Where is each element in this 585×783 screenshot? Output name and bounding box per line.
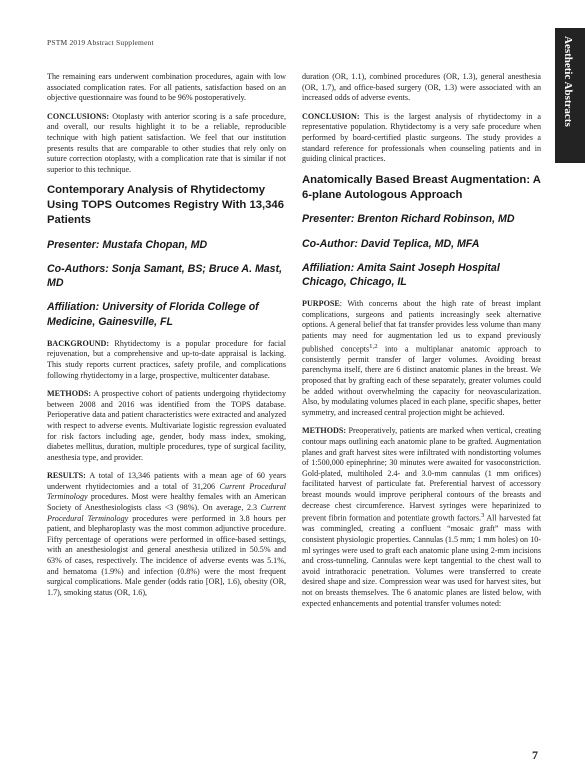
- conclusion-text: This is the largest analysis of rhytidectomy in a representative population. Rhytidectomy is a very safe procedure when performed by board-certified plastic surgeons. The study provides a standard reference for professionals when counseling patients and in guiding clinical practices.: [302, 111, 541, 164]
- conclusions-label: CONCLUSIONS:: [47, 111, 110, 121]
- results-text-a: A total of 13,346 patients with a mean age of 60 years underwent rhytidectomies and a total of 31,206: [47, 471, 286, 491]
- right-column: [302, 72, 541, 617]
- background-text: Rhytidectomy is a popular procedure for facial rejuvenation, but a comprehensive and up-to-date appraisal is lacking. This study reports current practices, safety profile, and complications following rhytidectomy in a large, prospective, multicenter database.: [47, 338, 286, 380]
- conclusion-paragraph: [302, 112, 541, 165]
- methods-paragraph: [47, 389, 286, 463]
- purpose-citation: 1,2: [369, 342, 378, 350]
- affiliation-line-2: Affiliation: Amita Saint Joseph Hospital Chicago, Chicago, IL: [302, 261, 500, 288]
- presenter-line-2: Presenter: Brenton Richard Robinson, MD: [302, 213, 515, 226]
- previous-abstract-ending: The remaining ears underwent combination procedures, again with low associated complication rates. For all patients, satisfaction based on an objective questionnaire was found to be 96% postoperatively.: [47, 72, 286, 103]
- purpose-text-b: into a multiplanar anatomic approach to consistently permit transfer of larger volumes. Avoiding breast parenchyma itself, there are 6 distinct anatomic planes in the breast. We proposed that by grafting each of these separately, greater volumes could be added without overwhelming the capacity for neovascularization. Also, by modulating volumes placed in each plane, specific shapes, better symmetry, and increased central projection might be achieved.: [302, 344, 541, 417]
- results-cpt-term-1: Current Procedural Terminology: [47, 481, 286, 502]
- results-label: RESULTS:: [47, 471, 86, 481]
- purpose-label: PURPOSE: [302, 299, 340, 309]
- abstract-title-rhytidectomy: Contemporary Analysis of Rhytidectomy Using TOPS Outcomes Registry With 13,346 Patients: [47, 184, 284, 226]
- left-column: [47, 72, 286, 606]
- results-text-b: procedures. Most were healthy females with an American Society of Anesthesiologists class <3 (98%). On average, 2.3: [47, 492, 286, 513]
- purpose-paragraph: [302, 299, 541, 418]
- conclusions-paragraph: [47, 112, 286, 176]
- conclusions-text: Otoplasty with anterior scoring is a safe procedure, and overall, our results highlight it to be a reliable, reproducible technique with high patient satisfaction. We feel that our institution presents results that are comparable to other studies that rely only on suture correction otoplasty, with a complication rate that is similar if not superior to this technique.: [47, 111, 286, 174]
- methods-text-a: Preoperatively, patients are marked when vertical, creating contour maps outlining each anatomic plane to be grafted. Augmentation planes and graft harvest sites were infiltrated with nondistorting volumes of 1:500,000 epinephrine; 30 minutes were awaited for vasoconstriction. Gold-plated, multiholed 2.4- and 3.0-mm cannulas (1 mm orifices) facilitated harvest of particulate fat. Preferential harvest of accessory breast mounds would improve peripheral contours of the breasts and decrease chest circumference. Harvest syringes were heparinized to prevent fibrin formation and potentiate growth factors.: [302, 426, 541, 523]
- results-cpt-term-2: Current Procedural Terminology: [47, 503, 286, 523]
- section-tab-label: Aesthetic Abstracts: [562, 36, 574, 127]
- coauthors-line: Co-Authors: Sonja Samant, BS; Bruce A. Mast, MD: [47, 262, 283, 290]
- results-continuation: duration (OR, 1.1), combined procedures (OR, 1.3), general anesthesia (OR, 1.7), and office-based surgery (OR, 1.3) were associated with an increased odds of adverse events.: [302, 72, 541, 103]
- results-paragraph: [47, 471, 286, 598]
- background-label: BACKGROUND:: [47, 338, 110, 348]
- methods-label-2: METHODS:: [302, 426, 347, 436]
- methods-paragraph-2: [302, 426, 541, 609]
- background-paragraph: [47, 339, 286, 381]
- conclusion-label: CONCLUSION:: [302, 111, 360, 121]
- purpose-text-a: : With concerns about the high rate of breast implant complications, surgeons and patients increasingly seek alternative options. A general belief that fat transfer provides less volume than many patients may need for augmentation led us to expand previously published concepts: [302, 299, 541, 354]
- page-number: 7: [532, 748, 538, 762]
- abstract-title-breast-augmentation: Anatomically Based Breast Augmentation: A 6-plane Autologous Approach: [302, 173, 541, 201]
- methods-label: METHODS:: [47, 389, 92, 399]
- presenter-line: Presenter: Mustafa Chopan, MD: [47, 238, 208, 251]
- running-header: PSTM 2019 Abstract Supplement: [47, 38, 154, 47]
- methods-citation: 3: [481, 512, 485, 520]
- affiliation-line: Affiliation: University of Florida College of Medicine, Gainesville, FL: [47, 301, 259, 328]
- methods-text-b: All harvested fat was commingled, creating a confluent “mosaic graft” mass with consistent physiologic properties. Cannulas (1.5 mm; 1 mm holes) on 10-ml syringes were used to graft each anatomic plane using 2-mm incisions and cross-tunneling. Cannulas were kept tangential to the chest wall to avoid intrathoracic penetration. Volumes were transferred to create desired shape and size. Compression wear was used for harvest sites, but not on breasts themselves. The 6 anatomic planes are listed below, with expected enhancements and potential transfer volumes noted:: [302, 513, 541, 608]
- results-text-c: procedures were performed in 3.8 hours per patient, and blepharoplasty was the most common adjunctive procedure. Fifty percentage of operations were performed in office-based settings, with an anesthesiologist and general anesthesia utilized in 50.5% and 63% of cases, respectively. The incidence of adverse events was 5.1%, and hematoma (1.9%) and infection (0.8%) were the most frequent surgical complications. Male gender (odds ratio [OR], 1.6), obesity (OR, 1.7), smoking status (OR, 1.6),: [47, 513, 286, 597]
- methods-text: A prospective cohort of patients undergoing rhytidectomy between 2008 and 2016 was identified from the TOPS database. Perioperative data and patient characteristics were extracted and analyzed with respect to adverse events. Multivariate logistic regression evaluated for risk factors including age, gender, body mass index, smoking, diabetes mellitus, duration, multiple procedures, type of surgical facility, anesthesia type, and provider.: [47, 389, 286, 462]
- coauthor-line-2: Co-Author: David Teplica, MD, MFA: [302, 237, 480, 250]
